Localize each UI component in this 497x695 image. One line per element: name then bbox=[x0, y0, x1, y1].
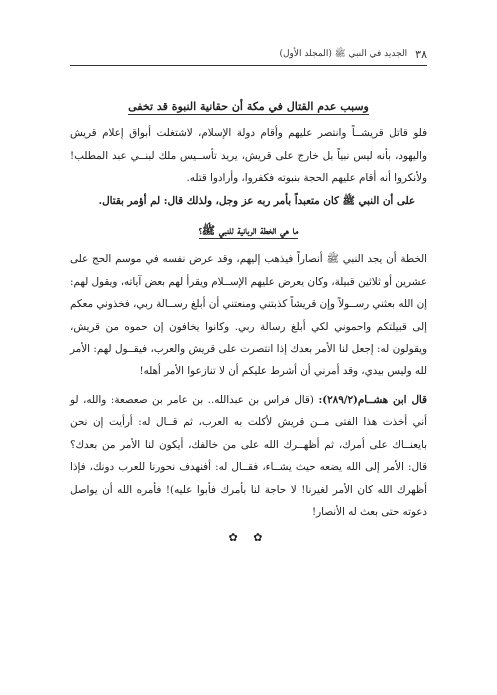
page-number: ٣٨ bbox=[415, 47, 427, 61]
header-rule bbox=[70, 65, 427, 66]
end-ornament: ✿ ✿ bbox=[228, 531, 269, 545]
paragraph-1: فلو قاتل قريشــاً وانتصر عليهم وأقام دولة الإسلام، لاشتغلت أبواق إعلام قريش واليهود، بأنه ليس نبياً بل خارج على قريش، يريد تأســيس ملك لبنــي عبد المطلب! ولأنكروا أنه أقام عليهم الحجة بنبوته فكفروا، وأرادوا قتله. bbox=[70, 127, 427, 185]
paragraph-2: الخطة أن يجد النبي ﷺ أنصاراً فيذهب إليهم، وقد عرض نفسه في موسم الحج على عشرين أو ثلاثين قبيلة، وكان يعرض عليهم الإســلام ويقرأ لهم بعض آياته، ويقول لهم: إن الله بعثني رســولاً وإن قريشاً كذبتني ومنعتني أن أبلغ رســالة ربي، فخذوني معكم إلى قبيلتكم واحموني لكي أبلغ رسالة ربي. وكانوا يخافون إن حموه من قريش، ويقولون له: إجعل لنا الأمر بعدك إذا انتصرت على قريش والعرب، فيقــول لهم: الأمر لله وليس بيدي، وقد أمرني أن أشرط عليكم أن لا تنازعوا الأمر أهله! bbox=[70, 253, 427, 378]
book-title: الجديد في النبي ﷺ (المجلد الأول) bbox=[279, 49, 408, 59]
citation-label: قال ابن هشــام(٢٨٩/٢): bbox=[318, 393, 427, 406]
paragraph-3-text: (قال فراس بن عبدالله.. بن عامر بن صعصعة: والله، لو أني أخذت هذا الفتى مــن قريش لأكلت به العرب، ثم قــال له: أرأيت إن نحن بايعنــاك على أمرك، ثم أظهــرك الله على من خالفك، أيكون لنا الأمر من بعدك؟ قال: الأمر إلى الله يضعه حيث يشــاء، فقــال له: أفنهدف نحورنا للعرب دونك، فإذا أظهرك الله كان الأمر لغيرنا! لا حاجة لنا بأمرك فأبوا عليه)! فأمره الله أن يواصل دعوته حتى بعث له الأنصار! bbox=[70, 393, 427, 518]
running-header bbox=[70, 46, 427, 62]
page-content bbox=[70, 96, 427, 550]
section-heading-2: ما هي الخطة الربانية للنبي ﷺ؟ bbox=[198, 224, 299, 238]
section-heading-1: وسبب عدم القتال في مكة أن حقانية النبوة قد تخفى bbox=[128, 100, 369, 113]
bold-statement: على أن النبي ﷺ كان متعبداً بأمر ربه عز وجل، ولذلك قال: لم أؤمر بقتال. bbox=[98, 194, 415, 207]
paragraph-3 bbox=[70, 389, 427, 523]
